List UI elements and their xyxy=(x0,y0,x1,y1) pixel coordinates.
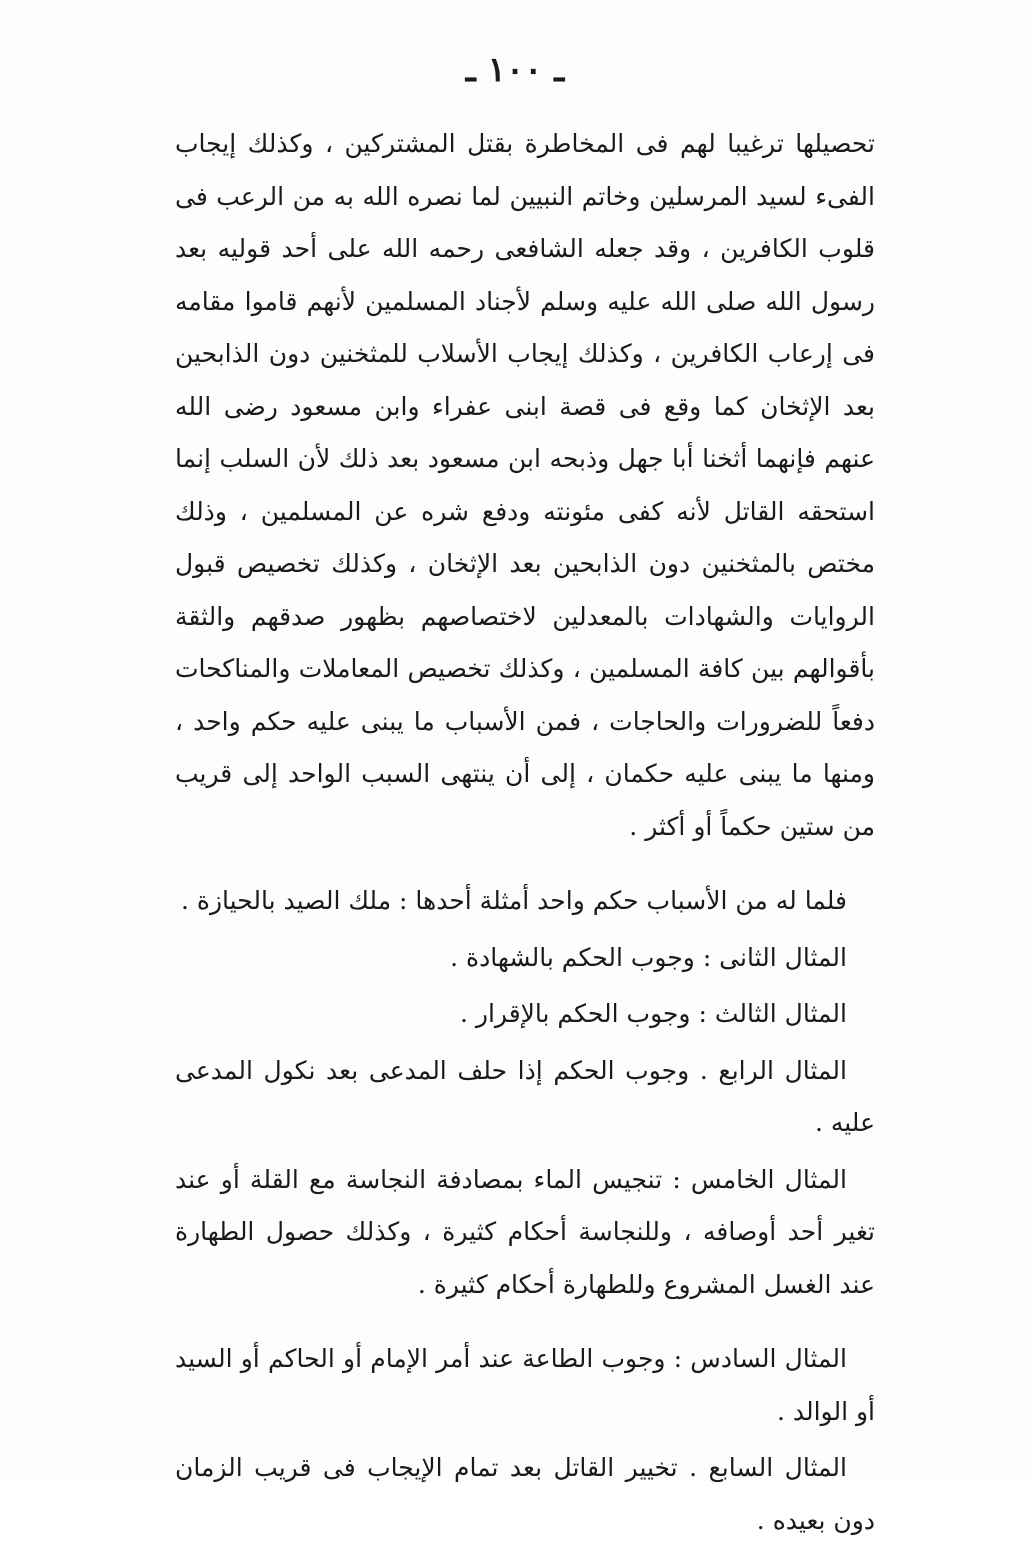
example-5: المثال الخامس : تنجيس الماء بمصادفة النجاسة مع القلة أو عند تغير أحد أوصافه ، وللنجاسة أحكام كثيرة ، وكذلك حصول الطهارة عند الغسل المشروع وللطهارة أحكام كثيرة . xyxy=(175,1164,875,1299)
page-body xyxy=(175,118,875,1547)
example-6: المثال السادس : وجوب الطاعة عند أمر الإمام أو الحاكم أو السيد أو الوالد . xyxy=(175,1344,875,1426)
paragraph-intro: تحصيلها ترغيبا لهم فى المخاطرة بقتل المشتركين ، وكذلك إيجاب الفىء لسيد المرسلين وخاتم النبيين لما نصره الله به من الرعب فى قلوب الكافرين ، وقد جعله الشافعى رحمه الله على أحد قوليه بعد رسول الله صلى الله عليه وسلم لأجناد المسلمين لأنهم قاموا مقامه فى إرعاب الكافرين ، وكذلك إيجاب الأسلاب للمثخنين دون الذابحين بعد الإثخان كما وقع فى قصة ابنى عفراء وابن مسعود رضى الله عنهم فإنهما أثخنا أبا جهل وذبحه ابن مسعود بعد ذلك لأن السلب إنما استحقه القاتل لأنه كفى مئونته ودفع شره عن المسلمين ، وذلك مختص بالمثخنين دون الذابحين بعد الإثخان ، وكذلك تخصيص قبول الروايات والشهادات بالمعدلين لاختصاصهم بظهور صدقهم والثقة بأقوالهم بين كافة المسلمين ، وكذلك تخصيص المعاملات والمناكحات دفعاً للضرورات والحاجات ، فمن الأسباب ما يبنى عليه حكم واحد ، ومنها ما يبنى عليه حكمان ، إلى أن ينتهى السبب الواحد إلى قريب من ستين حكماً أو أكثر . xyxy=(175,129,875,841)
page-number: ـ ١٠٠ ـ xyxy=(465,50,565,90)
example-4: المثال الرابع . وجوب الحكم إذا حلف المدعى بعد نكول المدعى عليه . xyxy=(175,1055,875,1137)
example-7: المثال السابع . تخيير القاتل بعد تمام الإيجاب فى قريب الزمان دون بعيده . xyxy=(175,1453,875,1535)
example-1: فلما له من الأسباب حكم واحد أمثلة أحدها : ملك الصيد بالحيازة . xyxy=(180,886,847,915)
example-2: المثال الثانى : وجوب الحكم بالشهادة . xyxy=(450,942,847,972)
example-3: المثال الثالث : وجوب الحكم بالإقرار . xyxy=(460,999,847,1028)
